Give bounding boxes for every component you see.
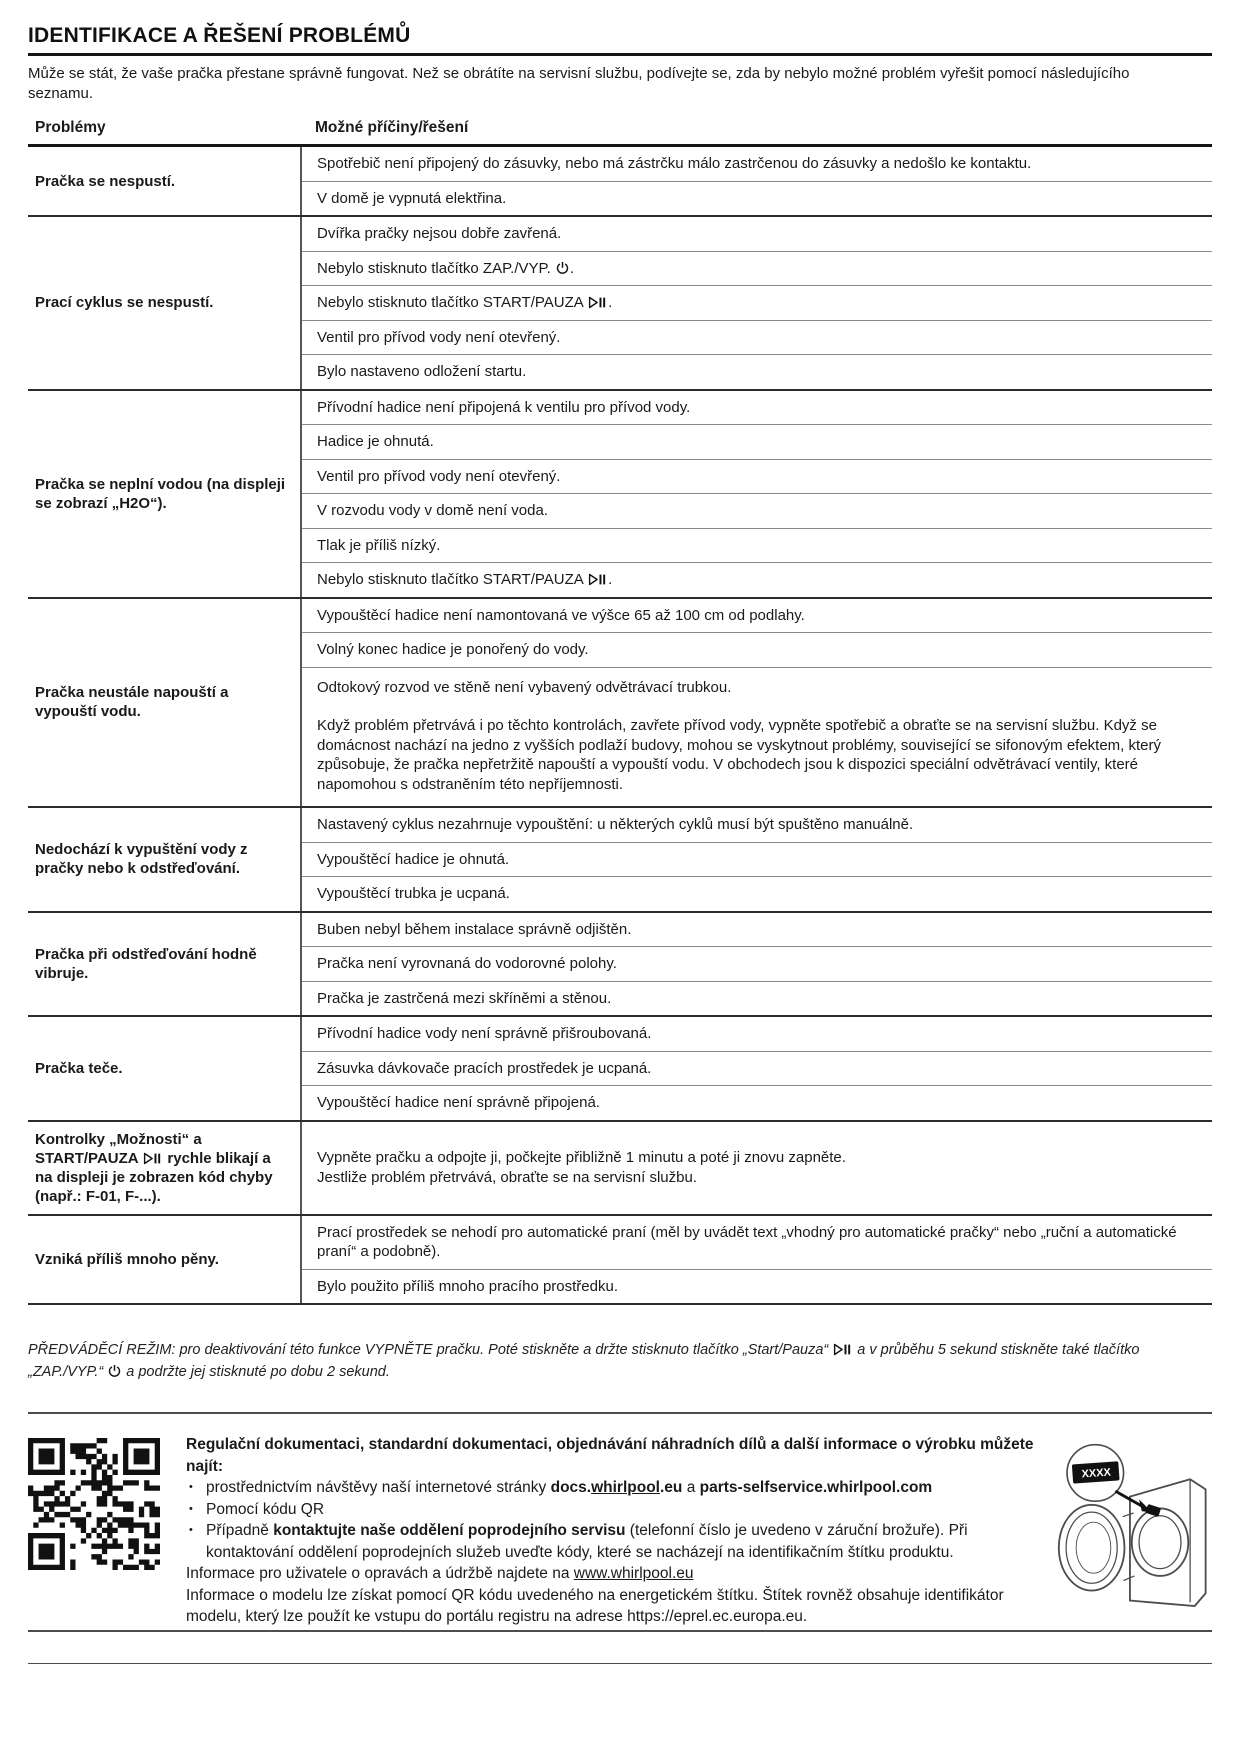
problem-label: Pračka se nespustí. [35, 172, 176, 190]
cause-row: Vypouštěcí hadice je ohnutá. [302, 842, 1212, 877]
problem-label: Kontrolky „Možnosti“ a START/PAUZA rychle blikají a na displeji je zobrazen kód chyby (např.: F-01, F-...). [35, 1130, 273, 1205]
cause-row: Vypouštěcí hadice není namontovaná ve výšce 65 až 100 cm od podlahy. [317, 606, 805, 624]
start-pause-icon [833, 1343, 852, 1356]
problem-cell [28, 391, 300, 597]
cause-row: Tlak je příliš nízký. [302, 528, 1212, 563]
cause-row: Zásuvka dávkovače pracích prostředek je ucpaná. [302, 1051, 1212, 1086]
cause-row: Hadice je ohnutá. [302, 424, 1212, 459]
footer-extra-lines [186, 1563, 1049, 1628]
footer-bullet-list [186, 1477, 1049, 1563]
qr-code [28, 1438, 160, 1570]
text-segment: .eu [659, 1479, 683, 1496]
problem-cell [28, 217, 300, 389]
cause-row: Nebylo stisknuto tlačítko START/PAUZA . [302, 562, 1212, 597]
cause-row: Volný konec hadice je ponořený do vody. [302, 632, 1212, 667]
bullet-text: Pomocí kódu QR [206, 1500, 325, 1518]
table-row-group [28, 1216, 1212, 1306]
problem-cell [28, 808, 300, 911]
problem-cell [28, 599, 300, 807]
bullet-dot: • [189, 1502, 193, 1515]
bullet-text: Případně kontaktujte naše oddělení poprodejního servisu (telefonní číslo je uvedeno v záruční brožuře). Při kontaktování oddělení poprodejních služeb uveďte kódy, které se nacházejí na identifikačním štítku produktu. [206, 1522, 968, 1561]
bullet-dot: • [189, 1481, 193, 1493]
table-row-group [28, 913, 1212, 1018]
problem-label: Pračka při odstřeďování hodně vibruje. [35, 945, 257, 982]
cause-row: Bylo použito příliš mnoho pracího prostředku. [302, 1269, 1212, 1304]
problem-label: Pračka teče. [35, 1059, 123, 1077]
table-row-group [28, 147, 1212, 217]
cause-row: Ventil pro přívod vody není otevřený. [302, 459, 1212, 494]
table-row-group [28, 391, 1212, 599]
cause-row: Vypouštěcí hadice není správně připojená. [302, 1085, 1212, 1120]
text-segment: docs. [550, 1479, 592, 1496]
footer-text-block [186, 1434, 1049, 1628]
table-row-group [28, 599, 1212, 809]
table-row-group [28, 808, 1212, 913]
cause-row: Ventil pro přívod vody není otevřený. [302, 320, 1212, 355]
causes-cell [300, 1122, 1212, 1214]
cause-row: V rozvodu vody v domě není voda. [302, 493, 1212, 528]
cause-row: Vypněte pračku a odpojte ji, počkejte přibližně 1 minutu a poté ji znovu zapněte. Jestliže problém přetrvává, obraťte se na servisní službu. [317, 1149, 846, 1186]
bullet-dot: • [189, 1524, 193, 1536]
table-header-row [28, 119, 1212, 147]
power-icon [108, 1364, 121, 1378]
intro-text: Může se stát, že vaše pračka přestane správně fungovat. Než se obrátíte na servisní službu, podívejte se, zda by nebylo možné problém vyřešit pomocí následujícího seznamu. [28, 65, 1130, 102]
text-segment: parts-selfservice.whirlpool.com [699, 1479, 933, 1496]
cause-row: Přívodní hadice vody není správně přišroubovaná. [317, 1025, 652, 1042]
bottom-divider-2 [28, 1663, 1212, 1664]
text-segment: kontaktujte naše oddělení poprodejního servisu [273, 1522, 626, 1539]
cause-row: Nebylo stisknuto tlačítko ZAP./VYP. . [302, 251, 1212, 286]
docs-whirlpool-link[interactable]: whirlpool [591, 1479, 660, 1496]
problem-cell [28, 147, 300, 215]
footer-heading: Regulační dokumentaci, standardní dokumentaci, objednávání náhradních dílů a další informace o výrobku můžete najít: [186, 1436, 1034, 1475]
problem-cell [28, 1017, 300, 1120]
washing-machine-illustration [1057, 1436, 1212, 1632]
problem-cell [28, 913, 300, 1016]
problem-label: Vzniká příliš mnoho pěny. [35, 1250, 219, 1268]
cause-row: Vypouštěcí trubka je ucpaná. [302, 876, 1212, 911]
footer-line: Informace pro uživatele o opravách a údržbě najdete na www.whirlpool.eu [186, 1565, 694, 1582]
table-row-group [28, 217, 1212, 391]
start-pause-icon [588, 296, 607, 309]
machine-id-label: XXXX [1081, 1466, 1112, 1481]
footer-bullet-item [186, 1520, 1049, 1563]
table-row-group [28, 1122, 1212, 1216]
demo-mode-note: PŘEDVÁDĚCÍ REŽIM: pro deaktivování této funkce VYPNĚTE pračku. Poté stiskněte a držte stisknuto tlačítko „Start/Pauza“ a v průběhu 5 sekund stiskněte také tlačítko „ZAP./VYP.“ a podržte jej stisknuté po dobu 2 sekund. [28, 1342, 1140, 1380]
footer-bullet-item [186, 1499, 1049, 1521]
page-title: IDENTIFIKACE A ŘEŠENÍ PROBLÉMŮ [28, 24, 1212, 56]
footer-info-section [28, 1412, 1212, 1632]
cause-row: Odtokový rozvod ve stěně není vybavený odvětrávací trubkou. Když problém přetrvává i po těchto kontrolách, zavřete přívod vody, vypněte spotřebič a obraťte se na servisní službu. Když se domácnost nachází na jedno z vyšších podlaží budovy, mohou se vyskytnout problémy, související se sifonovým efektem, který způsobuje, že pračka nepřetržitě napouští a vypouští vodu. V obchodech jsou k dispozici speciální odvětrávací ventily, které napomohou s odstraněním této nepříjemnosti. [302, 667, 1212, 807]
cause-row: Prací prostředek se nehodí pro automatické praní (měl by uvádět text „vhodný pro automatické pračky“ nebo „ruční a automatické praní“ a podobně). [317, 1223, 1177, 1260]
problem-label: Prací cyklus se nespustí. [35, 294, 214, 312]
bullet-text: prostřednictvím návštěvy naší internetové stránky docs.whirlpool.eu a parts-selfservice.whirlpool.com [206, 1479, 933, 1496]
cause-row: Spotřebič není připojený do zásuvky, nebo má zástrčku málo zastrčenou do zásuvky a nedošlo ke kontaktu. [317, 155, 1032, 172]
cause-row: Dvířka pračky nejsou dobře zavřená. [317, 225, 562, 242]
table-row-group [28, 1017, 1212, 1122]
start-pause-icon [588, 573, 607, 586]
problems-column-header: Problémy [35, 119, 106, 136]
troubleshooting-table [28, 147, 1212, 1305]
causes-cell [300, 913, 1212, 1016]
causes-cell [300, 1216, 1212, 1304]
cause-row: Pračka není vyrovnaná do vodorovné polohy. [302, 946, 1212, 981]
power-icon [556, 261, 569, 275]
causes-cell [300, 599, 1212, 807]
causes-cell [300, 217, 1212, 389]
whirlpool-eu-link[interactable]: www.whirlpool.eu [573, 1565, 694, 1582]
problem-cell [28, 1122, 300, 1214]
causes-cell [300, 808, 1212, 911]
causes-cell [300, 147, 1212, 215]
causes-column-header: Možné příčiny/řešení [315, 119, 469, 136]
cause-row: Nebylo stisknuto tlačítko START/PAUZA . [302, 285, 1212, 320]
cause-row: V domě je vypnutá elektřina. [302, 181, 1212, 216]
causes-cell [300, 1017, 1212, 1120]
problem-label: Nedochází k vypuštění vody z pračky nebo k odstřeďování. [35, 841, 248, 878]
causes-cell [300, 391, 1212, 597]
footer-line: Informace o modelu lze získat pomocí QR kódu uvedeného na energetickém štítku. Štítek rovněž obsahuje identifikátor modelu, který lze použít ke vstupu do portálu registru na adrese https://eprel.ec.europa.eu. [186, 1586, 1004, 1625]
cause-row: Nastavený cyklus nezahrnuje vypouštění: u některých cyklů musí být spuštěno manuálně. [317, 816, 914, 833]
start-pause-icon [143, 1152, 162, 1165]
cause-row: Buben nebyl během instalace správně odjištěn. [317, 920, 632, 938]
cause-row: Přívodní hadice není připojená k ventilu pro přívod vody. [317, 398, 691, 416]
problem-cell [28, 1216, 300, 1304]
footer-bullet-item [186, 1477, 1049, 1499]
problem-label: Pračka neustále napouští a vypouští vodu. [35, 684, 229, 721]
bottom-divider-1 [28, 1630, 1212, 1632]
cause-row: Bylo nastaveno odložení startu. [302, 354, 1212, 389]
cause-row: Pračka je zastrčená mezi skříněmi a stěnou. [302, 981, 1212, 1016]
problem-label: Pračka se neplní vodou (na displeji se zobrazí „H2O“). [35, 475, 286, 512]
